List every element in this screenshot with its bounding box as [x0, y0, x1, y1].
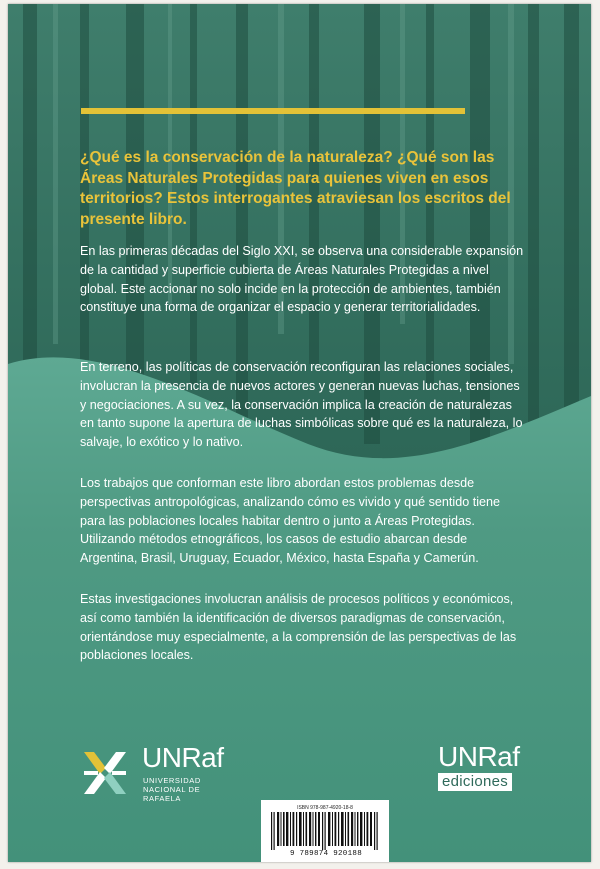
ediciones-logo-name: UNRaf: [438, 741, 520, 772]
unraf-logo-name: UNRaf: [142, 742, 224, 773]
unraf-logo-subtitle: UNIVERSIDAD NACIONAL DE RAFAELA: [143, 776, 201, 803]
isbn-label: ISBN 978-987-4920-18-8: [297, 805, 353, 811]
paragraph-2: En terreno, las políticas de conservación reconfiguran las relaciones sociales, involucran la presencia de nuevos actores y generan nuevas luchas, tensiones y negociaciones. A su vez, la conservación implica la creación de naturalezas en tanto supone la apertura de luchas simbólicas sobre qué es la naturaleza, lo salvaje, lo exótico y lo nativo.: [80, 360, 523, 450]
unraf-university-logo: [80, 742, 260, 802]
barcode-digits: 9 789874 920188: [289, 850, 362, 858]
barcode-bars: [269, 812, 381, 850]
ediciones-logo-subtitle: ediciones: [438, 773, 512, 791]
paragraph-4: Estas investigaciones involucran análisis de procesos políticos y económicos, así como también la identificación de diversos paradigmas de conservación, orientándose muy especialmente, a la comprensión de las perspectivas de las poblaciones locales.: [80, 592, 517, 663]
unraf-ediciones-logo: [438, 742, 538, 792]
intro-question: ¿Qué es la conservación de la naturaleza? ¿Qué son las Áreas Naturales Protegidas para quienes viven en esos territorios? Estos interrogantes atraviesan los escritos del presente libro.: [80, 149, 511, 228]
isbn-barcode: [261, 800, 389, 862]
unraf-x-mark-icon: [80, 748, 130, 798]
accent-bar: [81, 108, 465, 114]
paragraph-3: Los trabajos que conforman este libro abordan estos problemas desde perspectivas antropológicas, analizando cómo es vivido y qué sentido tiene para las poblaciones locales habitar dentro o junto a Áreas Protegidas. Utilizando métodos etnográficos, los casos de estudio abarcan desde Argentina, Brasil, Uruguay, Ecuador, México, hasta España y Camerún.: [80, 476, 501, 566]
book-back-cover: [8, 4, 591, 862]
paragraph-1: En las primeras décadas del Siglo XXI, se observa una considerable expansión de la cantidad y superficie cubierta de Áreas Naturales Protegidas a nivel global. Este accionar no solo incide en la protección de ambientes, también constituye una forma de organizar el espacio y generar territorialidades.: [80, 244, 524, 315]
